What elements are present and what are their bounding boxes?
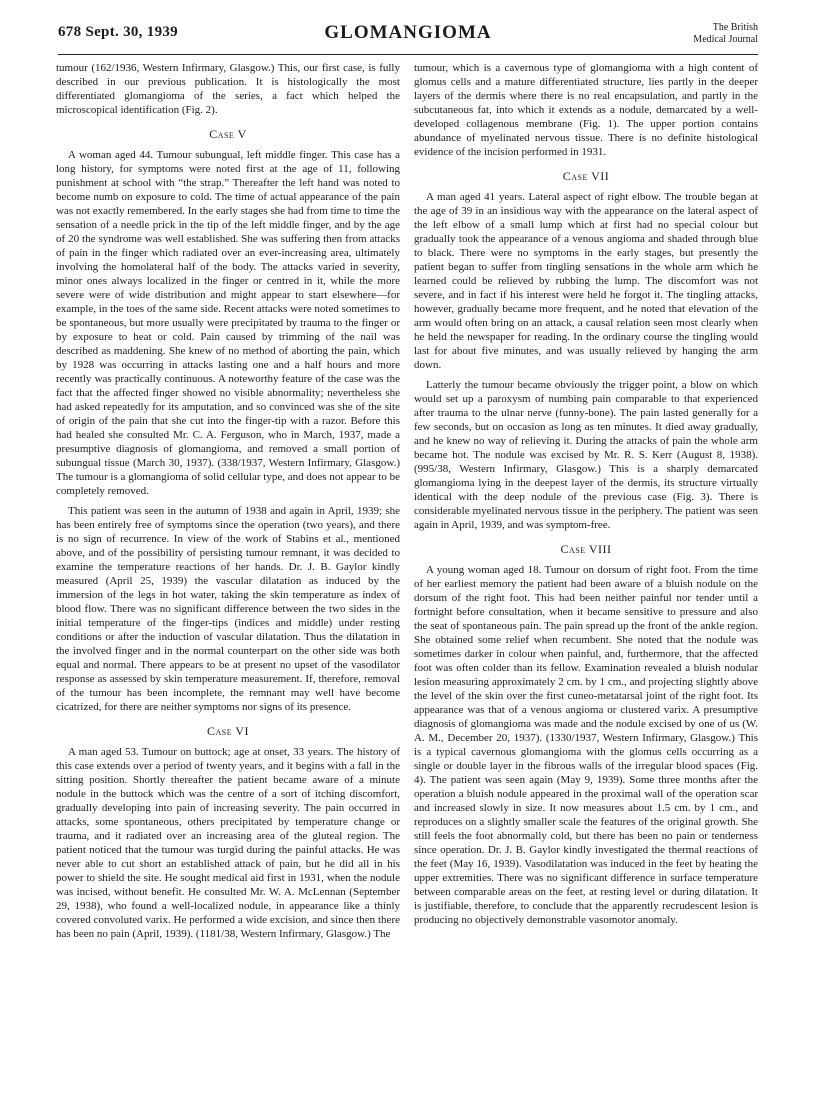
case-v-paragraph-1: A woman aged 44. Tumour subungual, left middle finger. This case has a long history, for symptoms were noted first at the age of 11, following punishment at school with “the strap.” Thereafter the left hand was noted to become numb on exposure to cold. The time of actual appearance of the pain was not exactly remembered. In the early stages she had from time to time the sensation of a needle prick in the tip of the left middle finger, and by the age of 20 the syndrome was well established. She was suffering then from attacks of pain in the finger which radiated over an ever-increasing area, ultimately involving the homolateral half of the body. The attacks varied in severity, minor ones always localized in the finger or centred in it, while the more severe were of wide distribution and might appear to start elsewhere—for example, in the toes of the same side. Recent attacks were noted sometimes to be spontaneous, but more usually were precipitated by trauma to the finger or by exposure to heat or cold. Pain caused by trimming of the nail was described as maddening. She knew of no method of aborting the pain, which by 1928 was occurring in attacks lasting one and a half hours and more recently was practically continuous. A noteworthy feature of the case was the fact that the affected finger showed no visible abnormality; nevertheless she had asked repeatedly for its amputation, and so convinced was she of the site of origin of the pain that she cut into the finger-tip with a razor. Before this had healed she consulted Mr. C. A. Ferguson, who in March, 1937, made a presumptive diagnosis of glomangioma, and removed a small portion of subungual tissue (March 30, 1937). (338/1937, Western Infirmary, Glasgow.) The tumour is a glomangioma of solid cellular type, and does not appear to be completely removed.: [56, 149, 400, 497]
case-v-heading: Case V: [209, 127, 247, 141]
case-viii-paragraph-1: A young woman aged 18. Tumour on dorsum of right foot. From the time of her earliest memory the patient had been aware of a bluish nodule on the dorsum of the right foot. This had been neither painful nor tender until a fortnight before consultation, when it became sensitive to pressure and also the seat of spontaneous pain. The pain spread up the front of the ankle region. She obtained some relief when recumbent. She noted that the nodule was sometimes darker in colour when painful, and, furthermore, that the affected foot was often colder than its fellow. Examination revealed a bluish nodular lesion measuring approximately 2 cm. by 1 cm., and projecting slightly above the level of the skin over the first cuneo-metatarsal joint of the right foot. Its appearance was that of a venous angioma or clustered varix. A presumptive diagnosis of glomangioma was made and the nodule excised by one of us (W. A. M., December 20, 1937). (1330/1937, Western Infirmary, Glasgow.) This is a typical cavernous glomangioma with the glomus cells occurring as a single or double layer in the fibrous walls of the irregular blood spaces (Fig. 4). The patient was seen again (May 9, 1939). Some three months after the operation a bluish nodule appeared in the proximal wall of the operation scar and increased slowly in size. It now measures about 1.5 cm. by 1 cm., and reproduces on a slightly smaller scale the features of the original growth. She still feels the foot abnormally cold, but there has been no pain or tenderness since operation. Dr. J. B. Gaylor kindly investigated the thermal reactions of the feet (May 16, 1939). Vasodilatation was induced in the feet by heating the upper extremities. There was no significant difference in surface temperature between comparable areas on the feet, at resting level or during dilatation. It is justifiable, therefore, to conclude that the apparently recrudescent lesion is producing no objectively demonstrable vasomotor anomaly.: [414, 564, 758, 926]
page-number-date: 678 Sept. 30, 1939: [58, 24, 178, 40]
page-header: [58, 14, 758, 55]
case-viii-heading: Case VIII: [560, 542, 612, 556]
case-vi-paragraph-1: A man aged 53. Tumour on buttock; age at onset, 33 years. The history of this case extends over a period of twenty years, and it begins with a fall in the sitting position. Shortly thereafter the patient became aware of a minute nodule in the buttock which was the centre of a sort of itching discomfort, gradually developing into pain of increasing severity. The pain occurred in attacks, some spontaneous, others precipitated by temperature change or trauma, and it radiated over an increasing area of the gluteal region. The patient noticed that the tumour was turgid during the painful attacks. He was never able to cut short an established attack of pain, but he did all in his power to shield the site. He sought medical aid first in 1931, when the nodule was incised, without benefit. He consulted Mr. W. A. McLennan (September 29, 1938), who found a well-localized nodule, in appearance like a thinly covered convoluted varix. He performed a wide excision, and since then there has been no pain (April, 1939). (1181/38, Western Infirmary, Glasgow.) The: [56, 746, 400, 940]
case-vi-heading: Case VI: [206, 724, 250, 738]
continued-paragraph: tumour (162/1936, Western Infirmary, Glasgow.) This, our first case, is fully described in our previous publication. It is histologically the most differentiated glomangioma of the series, a fact which helped the microscopical identification (Fig. 2).: [56, 62, 400, 116]
case-vii-paragraph-1: A man aged 41 years. Lateral aspect of right elbow. The trouble began at the age of 39 in an insidious way with the appearance on the lateral aspect of the left elbow of a small lump which at first had no special colour but gradually took the appearance of a venous angioma and shaded through blue to black. There were no symptoms in the early stages, but presently the patient began to suffer from tingling sensations in the whole arm which he learned could be relieved by rubbing the lump. The discomfort was not severe, and in fact if his interest were held he forgot it. The tingling attacks, however, gradually became more frequent, and he noted that elevation of the arm would often bring on an attack, a causal relation seen most clearly when he held the newspaper for reading. In the ordinary course the tingling would last for about five minutes, and was usually relieved by hanging the arm down.: [414, 191, 758, 371]
case-vii-heading: Case VII: [562, 169, 610, 183]
right-column: [414, 61, 758, 933]
continued-paragraph: tumour, which is a cavernous type of glomangioma with a high content of glomus cells and a mature differentiated structure, lies partly in the deeper layers of the dermis where there is no real encapsulation, and partly in the subcutaneous fat, into which it extends as a nodule, demarcated by a well-developed collagenous membrane (Fig. 1). The upper portion contains abundance of myelinated nervous tissue. There is no definite histological evidence of the incision performed in 1931.: [414, 62, 758, 158]
journal-name: [693, 22, 758, 46]
journal-name-line2: Medical Journal: [693, 34, 758, 45]
case-v-paragraph-2: This patient was seen in the autumn of 1938 and again in April, 1939; she has been entirely free of symptoms since the operation (two years), and there is no sign of recurrence. In view of the work of Stabins et al., mentioned above, and of the possibility of persisting tumour remnant, it was decided to examine the temperature reactions of her hands. Dr. J. B. Gaylor kindly measured (April 25, 1939) the vascular dilatation as induced by the immersion of the legs in hot water, taking the skin temperature as index of blood flow. There was no significant difference between the two sides in the initial temperature of the finger-tips (indices and middle) under resting conditions or after the induction of vascular dilatation. Thus the dilatation in the involved finger and in the normal counterpart on the other side was both equal and normal. There appears to be at present no upset of the vasodilator response as assessed by skin temperature measurement. If, therefore, removal of the tumour has been incomplete, the remnant may well have become cicatrized, for there are neither symptoms nor signs of its presence.: [56, 505, 400, 713]
case-vii-paragraph-2: Latterly the tumour became obviously the trigger point, a blow on which would set up a paroxysm of numbing pain comparable to that experienced after trauma to the ulnar nerve (funny-bone). The pain lasted generally for a few seconds, but on occasion as long as ten minutes. It died away gradually, and he knew no way of relieving it. During the attacks of pain the whole arm became hot. The nodule was excised by Mr. R. S. Kerr (August 8, 1938). (995/38, Western Infirmary, Glasgow.) This is a sharply demarcated glomangioma lying in the deepest layer of the dermis, its structure virtually identical with the deep nodule of the previous case (Fig. 3). There is considerable myelinated nervous tissue in the periphery. The patient was seen again in April, 1939, and was symptom-free.: [414, 379, 758, 531]
left-column: [56, 61, 400, 947]
journal-name-line1: The British: [712, 22, 758, 33]
running-title: GLOMANGIOMA: [324, 22, 492, 43]
